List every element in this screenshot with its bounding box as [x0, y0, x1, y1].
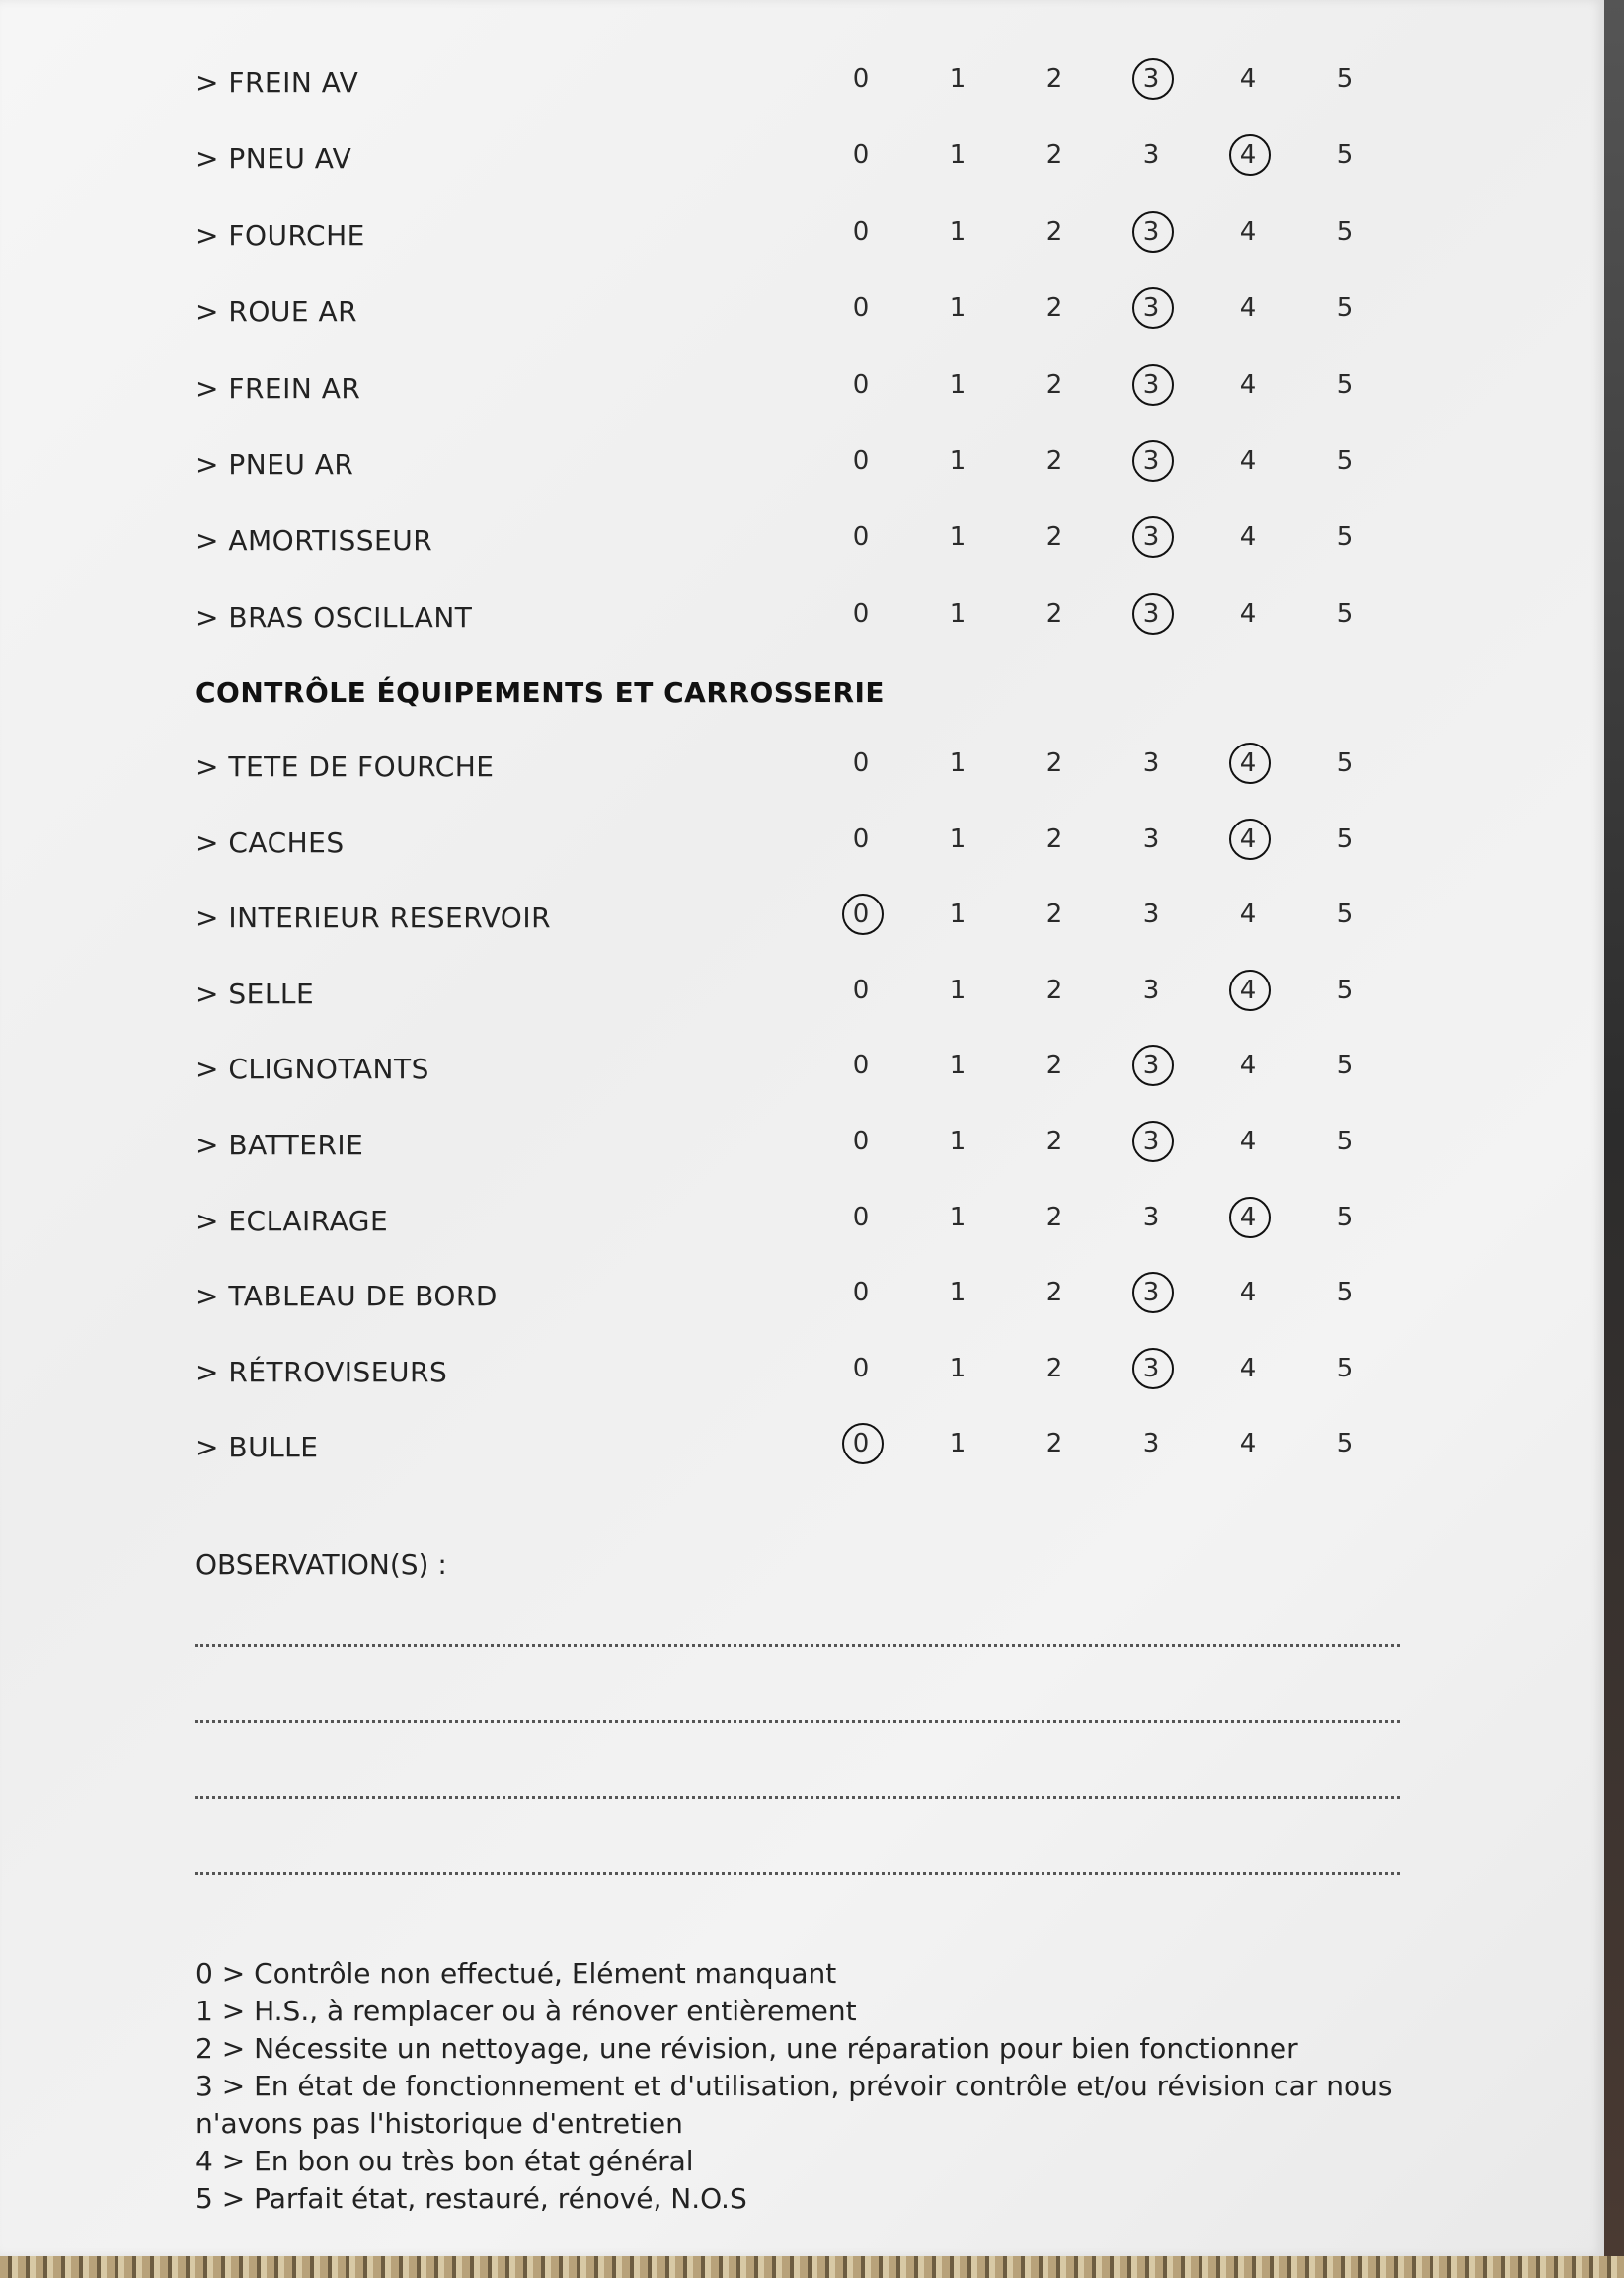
score-option-0[interactable]: 0 [852, 64, 870, 94]
item-label: > TABLEAU DE BORD [195, 1280, 498, 1313]
score-option-5[interactable]: 5 [1336, 446, 1353, 476]
rating-legend [195, 1955, 1410, 2218]
score-option-5[interactable]: 5 [1336, 900, 1353, 930]
checklist-row [0, 890, 1604, 949]
score-option-0[interactable]: 0 [852, 446, 870, 476]
score-option-3[interactable]: 3 [1142, 900, 1160, 930]
score-option-2[interactable]: 2 [1045, 1353, 1063, 1383]
item-label: > INTERIEUR RESERVOIR [195, 902, 552, 935]
score-option-3[interactable]: 3 [1128, 446, 1174, 476]
score-option-1[interactable]: 1 [949, 748, 967, 778]
item-label: > TETE DE FOURCHE [195, 750, 495, 783]
score-option-3[interactable]: 3 [1128, 293, 1174, 323]
score-option-5[interactable]: 5 [1336, 64, 1353, 94]
score-option-4[interactable]: 4 [1225, 976, 1271, 1005]
score-option-5[interactable]: 5 [1336, 216, 1353, 247]
score-option-4[interactable]: 4 [1225, 1203, 1271, 1232]
score-option-3[interactable]: 3 [1128, 1051, 1174, 1080]
score-option-1[interactable]: 1 [949, 1429, 967, 1459]
score-option-4[interactable]: 4 [1239, 598, 1257, 629]
score-option-0[interactable]: 0 [852, 216, 870, 247]
score-option-1[interactable]: 1 [949, 216, 967, 247]
score-option-5[interactable]: 5 [1336, 140, 1353, 171]
score-option-1[interactable]: 1 [949, 140, 967, 171]
score-option-2[interactable]: 2 [1045, 975, 1063, 1005]
legend-line: 0 > Contrôle non effectué, Elément manquant [195, 1957, 837, 1990]
score-option-4[interactable]: 4 [1239, 1429, 1257, 1459]
score-option-2[interactable]: 2 [1045, 1202, 1063, 1232]
item-label: > CLIGNOTANTS [195, 1053, 429, 1086]
score-option-1[interactable]: 1 [949, 293, 967, 324]
score-option-5[interactable]: 5 [1336, 748, 1353, 778]
score-option-5[interactable]: 5 [1336, 1127, 1353, 1156]
checklist-row [0, 207, 1604, 267]
item-label: > FOURCHE [195, 218, 365, 252]
score-option-0[interactable]: 0 [838, 1429, 884, 1458]
score-option-2[interactable]: 2 [1045, 598, 1063, 629]
score-option-0[interactable]: 0 [852, 293, 870, 324]
score-option-3[interactable]: 3 [1128, 1127, 1174, 1156]
score-option-1[interactable]: 1 [949, 975, 967, 1005]
observation-line[interactable] [195, 1796, 1400, 1799]
score-option-2[interactable]: 2 [1045, 140, 1063, 171]
item-label: > PNEU AV [195, 142, 352, 176]
score-option-0[interactable]: 0 [852, 140, 870, 171]
score-option-0[interactable]: 0 [852, 748, 870, 778]
score-option-0[interactable]: 0 [852, 598, 870, 629]
score-option-3[interactable]: 3 [1128, 599, 1174, 629]
score-option-1[interactable]: 1 [949, 446, 967, 476]
item-label: > FREIN AV [195, 66, 359, 99]
score-option-4[interactable]: 4 [1239, 1278, 1257, 1308]
item-label: > BRAS OSCILLANT [195, 600, 473, 634]
score-option-0[interactable]: 0 [852, 1051, 870, 1081]
score-option-4[interactable]: 4 [1239, 900, 1257, 930]
score-option-0[interactable]: 0 [852, 824, 870, 854]
score-option-3[interactable]: 3 [1128, 370, 1174, 400]
score-option-3[interactable]: 3 [1142, 824, 1160, 854]
score-option-1[interactable]: 1 [949, 900, 967, 930]
score-option-3[interactable]: 3 [1142, 1202, 1160, 1232]
score-option-1[interactable]: 1 [949, 369, 967, 400]
score-option-0[interactable]: 0 [852, 1127, 870, 1156]
item-label: > ECLAIRAGE [195, 1204, 389, 1237]
score-option-2[interactable]: 2 [1045, 369, 1063, 400]
item-label: > SELLE [195, 977, 315, 1010]
observations-label: OBSERVATION(S) : [195, 1548, 447, 1581]
checklist-row [0, 739, 1604, 798]
observation-line[interactable] [195, 1644, 1400, 1647]
observation-line[interactable] [195, 1872, 1400, 1875]
score-option-1[interactable]: 1 [949, 824, 967, 854]
score-option-2[interactable]: 2 [1045, 446, 1063, 476]
score-option-0[interactable]: 0 [852, 975, 870, 1005]
score-option-2[interactable]: 2 [1045, 1429, 1063, 1459]
score-option-1[interactable]: 1 [949, 1202, 967, 1232]
score-option-1[interactable]: 1 [949, 1278, 967, 1308]
score-option-4[interactable]: 4 [1225, 140, 1271, 170]
checklist-row [0, 815, 1604, 874]
score-option-0[interactable]: 0 [852, 1202, 870, 1232]
checklist-row [0, 283, 1604, 343]
score-option-0[interactable]: 0 [852, 1353, 870, 1383]
bottom-border [0, 2256, 1624, 2278]
item-label: > PNEU AR [195, 448, 354, 481]
score-option-1[interactable]: 1 [949, 1127, 967, 1156]
score-option-5[interactable]: 5 [1336, 522, 1353, 553]
score-option-2[interactable]: 2 [1045, 1278, 1063, 1308]
binder-edge [1604, 0, 1624, 2256]
item-label: > ROUE AR [195, 295, 358, 329]
checklist-row [0, 130, 1604, 190]
score-option-4[interactable]: 4 [1239, 64, 1257, 94]
score-option-5[interactable]: 5 [1336, 1429, 1353, 1459]
checklist-row [0, 966, 1604, 1025]
legend-line: 5 > Parfait état, restauré, rénové, N.O.S [195, 2182, 747, 2215]
score-option-0[interactable]: 0 [852, 1278, 870, 1308]
score-option-4[interactable]: 4 [1239, 522, 1257, 553]
score-option-4[interactable]: 4 [1225, 825, 1271, 854]
score-option-2[interactable]: 2 [1045, 64, 1063, 94]
score-option-3[interactable]: 3 [1142, 1429, 1160, 1459]
score-option-5[interactable]: 5 [1336, 369, 1353, 400]
checklist-row [0, 54, 1604, 114]
score-option-5[interactable]: 5 [1336, 824, 1353, 854]
score-option-1[interactable]: 1 [949, 522, 967, 553]
score-option-2[interactable]: 2 [1045, 1127, 1063, 1156]
score-option-3[interactable]: 3 [1142, 975, 1160, 1005]
score-option-2[interactable]: 2 [1045, 293, 1063, 324]
score-option-0[interactable]: 0 [838, 900, 884, 929]
score-option-5[interactable]: 5 [1336, 1202, 1353, 1232]
section-title: CONTRÔLE ÉQUIPEMENTS ET CARROSSERIE [195, 676, 886, 709]
score-option-2[interactable]: 2 [1045, 1051, 1063, 1081]
score-option-4[interactable]: 4 [1239, 216, 1257, 247]
score-option-3[interactable]: 3 [1128, 1354, 1174, 1383]
legend-line: 1 > H.S., à remplacer ou à rénover entièrement [195, 1995, 857, 2027]
score-option-1[interactable]: 1 [949, 64, 967, 94]
score-option-0[interactable]: 0 [852, 522, 870, 553]
checklist-row [0, 1419, 1604, 1478]
score-option-5[interactable]: 5 [1336, 1353, 1353, 1383]
legend-line: n'avons pas l'historique d'entretien [195, 2107, 683, 2140]
item-label: > FREIN AR [195, 371, 361, 405]
score-option-4[interactable]: 4 [1239, 1353, 1257, 1383]
item-label: > RÉTROVISEURS [195, 1355, 448, 1388]
score-option-4[interactable]: 4 [1239, 369, 1257, 400]
checklist-row [0, 1193, 1604, 1252]
score-option-5[interactable]: 5 [1336, 1051, 1353, 1081]
item-label: > BULLE [195, 1431, 319, 1464]
score-option-2[interactable]: 2 [1045, 900, 1063, 930]
score-option-5[interactable]: 5 [1336, 975, 1353, 1005]
legend-line: 3 > En état de fonctionnement et d'utilisation, prévoir contrôle et/ou révision car nous [195, 2070, 1393, 2102]
checklist-row [0, 589, 1604, 649]
score-option-4[interactable]: 4 [1239, 1127, 1257, 1156]
score-option-1[interactable]: 1 [949, 1051, 967, 1081]
score-option-0[interactable]: 0 [852, 369, 870, 400]
checklist-row [0, 1344, 1604, 1403]
score-option-2[interactable]: 2 [1045, 748, 1063, 778]
legend-line: 2 > Nécessite un nettoyage, une révision, une réparation pour bien fonctionner [195, 2032, 1298, 2065]
score-option-1[interactable]: 1 [949, 1353, 967, 1383]
score-option-2[interactable]: 2 [1045, 216, 1063, 247]
score-option-5[interactable]: 5 [1336, 293, 1353, 324]
checklist-row [0, 360, 1604, 420]
observation-line[interactable] [195, 1720, 1400, 1723]
legend-line: 4 > En bon ou très bon état général [195, 2145, 694, 2177]
score-option-4[interactable]: 4 [1239, 1051, 1257, 1081]
checklist-row [0, 436, 1604, 496]
score-option-4[interactable]: 4 [1225, 748, 1271, 778]
score-option-2[interactable]: 2 [1045, 522, 1063, 553]
score-option-3[interactable]: 3 [1128, 522, 1174, 552]
item-label: > BATTERIE [195, 1129, 364, 1161]
score-option-3[interactable]: 3 [1128, 217, 1174, 247]
item-label: > CACHES [195, 825, 345, 859]
score-option-5[interactable]: 5 [1336, 598, 1353, 629]
item-label: > AMORTISSEUR [195, 524, 433, 558]
score-option-4[interactable]: 4 [1239, 446, 1257, 476]
score-option-5[interactable]: 5 [1336, 1278, 1353, 1308]
checklist-row [0, 1117, 1604, 1176]
score-option-3[interactable]: 3 [1128, 64, 1174, 94]
checklist-row [0, 512, 1604, 572]
score-option-1[interactable]: 1 [949, 598, 967, 629]
score-option-4[interactable]: 4 [1239, 293, 1257, 324]
score-option-3[interactable]: 3 [1142, 748, 1160, 778]
checklist-row [0, 1041, 1604, 1100]
checklist-row [0, 1268, 1604, 1327]
score-option-2[interactable]: 2 [1045, 824, 1063, 854]
score-option-3[interactable]: 3 [1128, 1278, 1174, 1307]
score-option-3[interactable]: 3 [1142, 140, 1160, 171]
